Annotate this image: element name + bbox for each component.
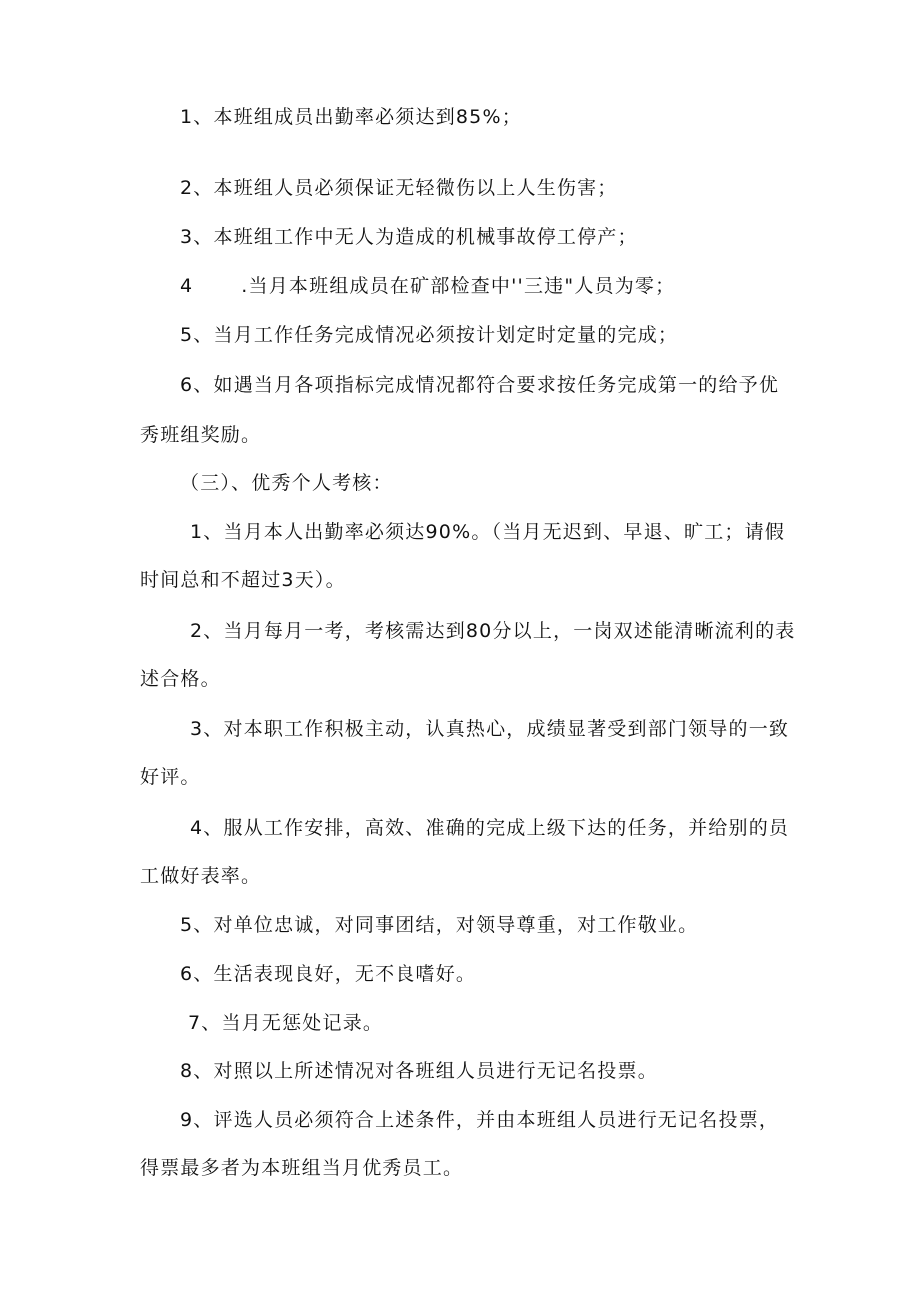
team-item-1: 1、本班组成员出勤率必须达到85%； <box>180 106 522 128</box>
personal-item-5: 5、对单位忠诚，对同事团结，对领导尊重，对工作敬业。 <box>180 914 699 936</box>
team-item-2: 2、本班组人员必须保证无轻微伤以上人生伤害； <box>180 177 618 199</box>
team-item-3: 3、本班组工作中无人为造成的机械事故停工停产； <box>180 226 638 248</box>
personal-item-3: 3、对本职工作积极主动，认真热心，成绩显著受到部门领导的一致 <box>190 718 790 740</box>
personal-item-2: 2、当月每月一考，考核需达到80分以上，一岗双述能清晰流利的表 <box>190 620 796 642</box>
personal-item-8: 8、对照以上所述情况对各班组人员进行无记名投票。 <box>180 1060 658 1082</box>
personal-item-6: 6、生活表现良好，无不良嗜好。 <box>180 963 477 985</box>
personal-item-4: 4、服从工作安排，高效、准确的完成上级下达的任务，并给别的员 <box>190 817 790 839</box>
personal-item-7: 7、当月无惩处记录。 <box>188 1012 384 1034</box>
personal-item-2-continued: 述合格。 <box>140 668 221 690</box>
personal-item-4-continued: 工做好表率。 <box>140 865 262 887</box>
team-item-6-continued: 秀班组奖励。 <box>140 424 262 446</box>
team-item-4: 4 .当月本班组成员在矿部检查中''三违"人员为零； <box>180 275 676 297</box>
team-item-5: 5、当月工作任务完成情况必须按计划定时定量的完成； <box>180 324 679 346</box>
team-item-6: 6、如遇当月各项指标完成情况都符合要求按任务完成第一的给予优 <box>180 374 780 396</box>
personal-item-1-continued: 时间总和不超过3天）。 <box>140 569 346 591</box>
personal-item-1: 1、当月本人出勤率必须达90%。（当月无迟到、早退、旷工；请假 <box>190 521 786 543</box>
personal-item-9: 9、评选人员必须符合上述条件，并由本班组人员进行无记名投票， <box>180 1109 780 1131</box>
personal-item-3-continued: 好评。 <box>140 766 201 788</box>
personal-item-9-continued: 得票最多者为本班组当月优秀员工。 <box>140 1157 464 1179</box>
section-heading: （三）、优秀个人考核： <box>180 472 393 494</box>
